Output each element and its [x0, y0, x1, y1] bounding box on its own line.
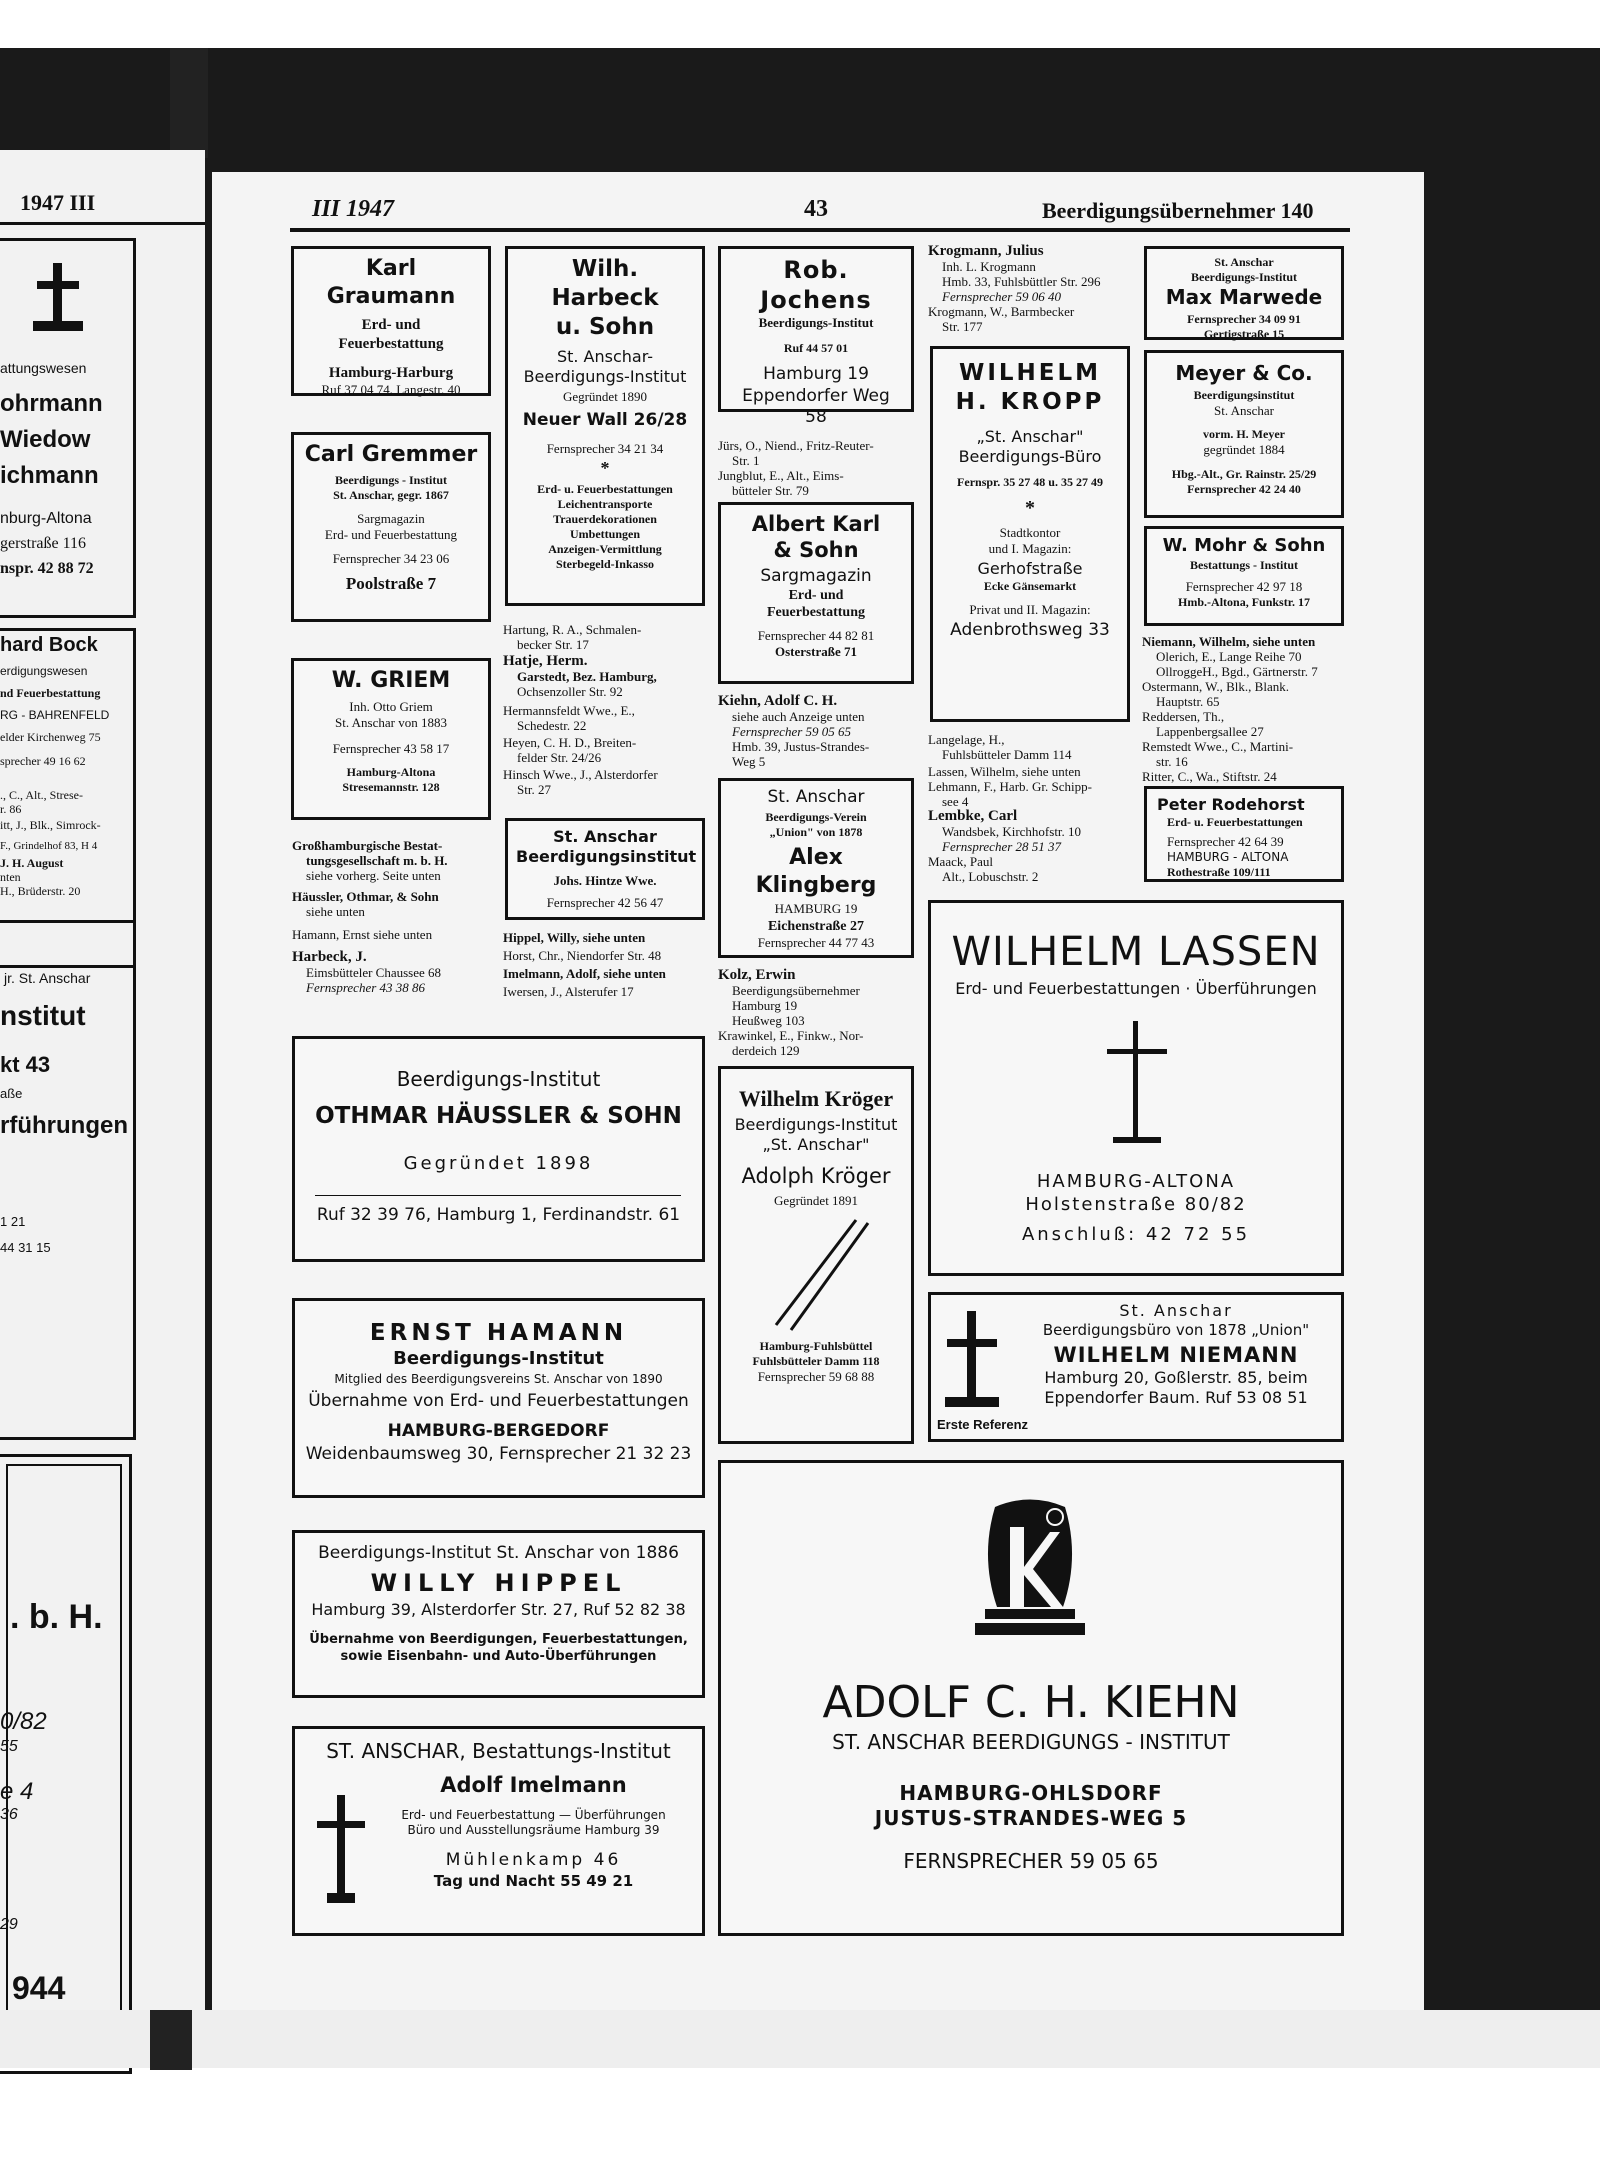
ad-line: Büro und Ausstellungsräume Hamburg 39: [407, 1823, 660, 1838]
ad-line: Gertigstraße 15: [1203, 327, 1285, 341]
ad-title: Alex Klingberg: [755, 845, 877, 898]
ad-line: Eichenstraße 27: [767, 918, 865, 934]
ad-title: St. Anschar: [553, 827, 657, 846]
cross-icon: [313, 1795, 369, 1905]
scan-bottom-margin: [0, 2010, 1600, 2068]
col4-listings-1: [928, 244, 1138, 334]
listing-line: Ostermann, W., Blk., Blank.: [1142, 679, 1289, 694]
listing-line: Jungblut, E., Alt., Eims-: [718, 468, 844, 483]
left-text: itt, J., Blk., Simrock-: [0, 818, 101, 832]
listing-line: Fernsprecher 28 51 37: [942, 839, 1062, 854]
ad-line: Fernsprecher 44 77 43: [757, 935, 875, 950]
left-text: nten: [0, 870, 21, 884]
ad-line: Fernsprecher 42 56 47: [546, 895, 664, 911]
ad-title: WILHELM: [958, 360, 1102, 386]
ad-carl-gremmer: [291, 432, 491, 622]
left-text: 944: [12, 1970, 66, 2006]
ad-line: JUSTUS-STRANDES-WEG 5: [874, 1806, 1188, 1830]
ad-line: HAMBURG-BERGEDORF: [387, 1420, 610, 1441]
ad-line: Sargmagazin: [357, 510, 425, 526]
ad-line: St. Anschar-: [556, 347, 654, 367]
ad-line: Beerdigungs-Institut St. Anschar von 1886: [318, 1543, 679, 1563]
listing-line: Fuhlsbütteler Damm 114: [942, 747, 1072, 762]
listing-line: Hmb. 33, Fuhlsbüttler Str. 296: [942, 274, 1101, 289]
ad-title: ADOLF C. H. KIEHN: [822, 1677, 1240, 1728]
ad-line: Inh. Otto Griem: [349, 698, 433, 714]
listing-line: Olerich, E., Lange Reihe 70: [1156, 649, 1302, 664]
left-text: nspr. 42 88 72: [0, 560, 94, 577]
left-text: 29: [0, 1916, 18, 1933]
left-text: elder Kirchenweg 75: [0, 730, 101, 744]
ad-line: Fernsprecher 34 09 91: [1187, 312, 1301, 326]
left-text: ichmann: [0, 462, 99, 489]
col3-listings-1: [718, 438, 918, 498]
ad-decorative-lines: [756, 1215, 876, 1335]
ad-line: *: [1025, 496, 1035, 519]
ad-line: Feuerbestattung: [338, 335, 444, 352]
ad-title: Karl Graumann: [326, 256, 456, 309]
ad-title: WILLY HIPPEL: [370, 1569, 627, 1598]
ad-line: Fernsprecher 34 21 34: [546, 440, 664, 456]
left-text: erdigungswesen: [0, 664, 88, 678]
ad-line: HAMBURG 19: [774, 901, 858, 917]
listing-line: Maack, Paul: [928, 854, 993, 869]
ad-line: Johs. Hintze Wwe.: [553, 873, 657, 888]
listing-line: Harbeck, J.: [292, 949, 367, 965]
ad-line: Fernspr. 35 27 48 u. 35 27 49: [957, 474, 1103, 489]
ad-line: Hamburg 39, Alsterdorfer Str. 27, Ruf 52 82 38: [311, 1600, 686, 1620]
listing-line: str. 16: [1156, 754, 1188, 769]
ad-line: vorm. H. Meyer: [1203, 427, 1285, 442]
ad-line: Ruf 37 04 74, Langestr. 40: [321, 382, 461, 398]
ad-divider: [315, 1195, 681, 1196]
listing-line: Str. 177: [942, 319, 983, 334]
col5-listings: [1142, 634, 1352, 784]
ad-line: Gerhofstraße: [977, 559, 1083, 578]
ad-line: Fernsprecher 42 64 39: [1167, 834, 1284, 849]
left-text: J. H. August: [0, 856, 64, 870]
ad-karl-graumann: [291, 246, 491, 396]
left-text: hard Bock: [0, 634, 98, 656]
left-box-3: [0, 920, 136, 1440]
left-text: nd Feuerbestattung: [0, 686, 101, 700]
left-text: e 4: [0, 1778, 34, 1805]
ad-adolf-imelmann: [292, 1726, 705, 1936]
listing-line: bütteler Str. 79: [732, 483, 809, 498]
ad-line: Leichentransporte: [557, 496, 653, 511]
listing-line: Str. 27: [517, 782, 551, 797]
ad-line: St. Anschar: [1119, 1301, 1233, 1320]
listing-line: Heyen, C. H. D., Breiten-: [503, 735, 637, 750]
ad-line: Ecke Gänsemarkt: [983, 579, 1077, 593]
cross-icon: [33, 263, 83, 333]
ad-line: Ruf 32 39 76, Hamburg 1, Ferdinandstr. 61: [316, 1205, 681, 1226]
listing-line: Krawinkel, E., Finkw., Nor-: [718, 1028, 864, 1043]
listing-line: Krogmann, W., Barmbecker: [928, 304, 1075, 319]
ad-line: St. Anschar: [767, 787, 865, 807]
ad-title: Adolph Kröger: [741, 1163, 891, 1188]
ad-line: Osterstraße 71: [775, 644, 857, 659]
ad-line: Rothestraße 109/111: [1167, 865, 1271, 880]
listing-line: Lassen, Wilhelm, siehe unten: [928, 764, 1081, 779]
ad-max-marwede: [1144, 246, 1344, 340]
left-text: attungswesen: [0, 360, 87, 376]
ad-line: Poolstraße 7: [345, 574, 437, 594]
ad-line: sowie Eisenbahn- und Auto-Überführungen: [340, 1648, 657, 1664]
ad-line: ST. ANSCHAR, Bestattungs-Institut: [326, 1739, 671, 1763]
listing-line: Hamann, Ernst siehe unten: [292, 927, 433, 942]
left-text: 36: [0, 1806, 18, 1823]
ad-line: Erd- und Feuerbestattung — Überführungen: [401, 1808, 666, 1823]
ad-line: Beerdigungs-Verein: [765, 810, 867, 825]
ad-line: Erste Referenz: [937, 1417, 1029, 1432]
ad-line: Adenbrothsweg 33: [950, 620, 1110, 641]
listing-line: Heußweg 103: [732, 1013, 805, 1028]
listing-line: Remstedt Wwe., C., Martini-: [1142, 739, 1294, 754]
listing-line: Str. 1: [732, 453, 760, 468]
col2-listings-1: [503, 622, 708, 797]
listing-line: siehe unten: [306, 904, 365, 919]
ad-line: Übernahme von Erd- und Feuerbestattungen: [308, 1391, 689, 1412]
listing-line: Iwersen, J., Alsterufer 17: [503, 984, 634, 999]
listing-line: felder Str. 24/26: [517, 750, 602, 765]
ad-wilh-harbeck: [505, 246, 705, 606]
left-rule: [0, 222, 205, 225]
ad-line: Anzeigen-Vermittlung: [548, 541, 662, 556]
left-page-heading: 1947 III: [20, 190, 96, 215]
ad-meyer-co: [1144, 350, 1344, 518]
ad-title: W. GRIEM: [331, 668, 451, 693]
listing-line: Lappenbergsallee 27: [1156, 724, 1264, 739]
listing-line: Imelmann, Adolf, siehe unten: [503, 966, 666, 981]
listing-line: Fernsprecher 43 38 86: [306, 980, 426, 995]
ad-line: Hamburg 19: [763, 364, 869, 385]
ad-line: Neuer Wall 26/28: [522, 409, 688, 430]
ad-title: Beerdigungsinstitut: [516, 847, 697, 866]
left-text: aße: [0, 1086, 23, 1101]
listing-line: Fernsprecher 59 06 40: [942, 289, 1062, 304]
ad-line: „St. Anschar": [976, 426, 1084, 446]
ad-wilhelm-kroeger: [718, 1066, 914, 1444]
listing-line: Kolz, Erwin: [718, 967, 796, 983]
ad-line: Anschluß: 42 72 55: [1021, 1224, 1251, 1245]
left-text: 44 31 15: [0, 1240, 51, 1255]
ad-albert-karl: [718, 502, 914, 684]
ad-title: OTHMAR HÄUSSLER & SOHN: [315, 1103, 682, 1129]
listing-line: Hippel, Willy, siehe unten: [503, 930, 646, 945]
ad-w-griem: [291, 658, 491, 820]
ad-line: Fernsprecher 43 58 17: [332, 741, 450, 756]
left-text: ., C., Alt., Strese-: [0, 788, 83, 802]
listing-line: Häussler, Othmar, & Sohn: [292, 889, 439, 904]
ad-line: Gegründet 1898: [403, 1152, 594, 1174]
listing-line: Horst, Chr., Niendorfer Str. 48: [503, 948, 662, 963]
kiehn-logo-icon: [975, 1497, 1085, 1647]
ad-title: & Sohn: [773, 538, 859, 563]
col1-listings: [292, 838, 492, 995]
ad-line: Hamburg-Harburg: [328, 364, 454, 381]
listing-line: Beerdigungsübernehmer: [732, 983, 860, 998]
ad-line: FERNSPRECHER 59 05 65: [903, 1849, 1159, 1873]
left-page-fragment: [0, 150, 205, 2030]
listing-line: Jürs, O., Niend., Fritz-Reuter-: [718, 438, 874, 453]
ad-title: Albert Karl: [751, 512, 881, 536]
ad-adolf-kiehn: [718, 1460, 1344, 1936]
listing-line: Inh. L. Krogmann: [942, 259, 1036, 274]
ad-rob-jochens: [718, 246, 914, 427]
ad-alex-klingberg: [718, 778, 914, 958]
ad-line: St. Anschar von 1883: [335, 714, 447, 730]
ad-line: Hamburg-Altona: [346, 765, 436, 780]
ad-line: Beerdigungs-Institut: [758, 315, 874, 330]
page-number: 43: [804, 196, 828, 222]
ad-line: St. Anschar: [1214, 403, 1274, 418]
ad-line: Privat und II. Magazin:: [969, 602, 1091, 617]
listing-line: siehe vorherg. Seite unten: [306, 868, 441, 883]
header-left: III 1947: [312, 196, 395, 222]
ad-title: Peter Rodehorst: [1157, 795, 1305, 814]
ad-line: Erd- und Feuerbestattungen · Überführungen: [955, 979, 1317, 998]
ad-wilhelm-kropp: [930, 346, 1130, 722]
col4-listings-2: [928, 732, 1138, 884]
ad-line: Erd- u. Feuerbestattungen: [537, 481, 673, 496]
kiehn-logo-svg: [975, 1497, 1085, 1647]
ad-title: u. Sohn: [555, 313, 655, 340]
header-rule: [290, 228, 1350, 232]
left-text: jr. St. Anschar: [4, 970, 91, 986]
cross-icon: [945, 1311, 999, 1411]
ad-line: Mühlenkamp 46: [445, 1850, 622, 1871]
ad-line: Fernsprecher 59 68 88: [757, 1369, 875, 1384]
left-text: r. 86: [0, 802, 22, 816]
ad-title: Adolf Imelmann: [440, 1773, 627, 1797]
ad-line: Trauerdekorationen: [553, 511, 657, 526]
listing-line: Hatje, Herm.: [503, 653, 588, 669]
listing-line: Ritter, C., Wa., Stiftstr. 24: [1142, 769, 1277, 784]
ad-peter-rodehorst: [1144, 786, 1344, 882]
ad-line: St. Anschar, gegr. 1867: [333, 487, 449, 502]
listing-line: Alt., Lobuschstr. 2: [942, 869, 1039, 884]
listing-line: Hmb. 39, Justus-Strandes-: [732, 739, 870, 754]
listing-line: siehe auch Anzeige unten: [732, 709, 865, 724]
listing-line: Großhamburgische Bestat-: [292, 838, 443, 853]
listing-line: Weg 5: [732, 754, 766, 769]
ad-line: Hbg.-Alt., Gr. Rainstr. 25/29: [1171, 466, 1317, 481]
ad-title: WILHELM LASSEN: [951, 929, 1321, 975]
left-text: kt 43: [0, 1052, 51, 1077]
ad-line: Übernahme von Beerdigungen, Feuerbestattungen,: [309, 1632, 688, 1648]
listing-line: Kiehn, Adolf C. H.: [718, 693, 838, 709]
listing-line: Hartung, R. A., Schmalen-: [503, 622, 642, 637]
ad-line: Fernsprecher 34 23 06: [332, 551, 450, 566]
ad-line: Beerdigungs-Institut: [393, 1347, 604, 1369]
ad-line: Weidenbaumsweg 30, Fernsprecher 21 32 23: [305, 1443, 692, 1464]
ad-line: Eppendorfer Weg 58: [742, 385, 890, 427]
ad-line: Ruf 44 57 01: [783, 341, 849, 356]
ad-line: HAMBURG-ALTONA: [1036, 1171, 1236, 1192]
ad-line: Beerdigungs-Institut: [734, 1114, 898, 1134]
ad-line: Sterbegeld-Inkasso: [555, 556, 654, 571]
ad-title: Rob. Jochens: [760, 256, 872, 314]
ad-line: Fernsprecher 44 82 81: [757, 627, 875, 643]
ad-line: Beerdigungsinstitut: [1193, 388, 1295, 402]
ad-line: Beerdigungs-Büro: [958, 446, 1102, 466]
ad-title: Wilh. Harbeck: [551, 256, 659, 311]
ad-line: Mitglied des Beerdigungsvereins St. Anschar von 1890: [334, 1372, 663, 1387]
ad-line: Bestattungs - Institut: [1189, 557, 1298, 572]
listing-line: Langelage, H.,: [928, 732, 1005, 747]
ad-line: Feuerbestattung: [767, 605, 865, 621]
listing-line: Reddersen, Th.,: [1142, 709, 1225, 724]
left-text: ohrmann: [0, 390, 103, 417]
ad-line: „St. Anschar": [762, 1134, 870, 1154]
ad-line: Fuhlsbütteler Damm 118: [752, 1354, 880, 1368]
ad-line: Eppendorfer Baum. Ruf 53 08 51: [1044, 1388, 1308, 1407]
left-text: . b. H.: [10, 1598, 103, 1636]
ad-line: Tag und Nacht 55 49 21: [433, 1871, 634, 1890]
listing-line: Hamburg 19: [732, 998, 798, 1013]
ad-line: St. Anschar: [1214, 255, 1274, 269]
listing-line: Niemann, Wilhelm, siehe unten: [1142, 634, 1316, 649]
left-text: sprecher 49 16 62: [0, 754, 86, 768]
bottom-binding: [150, 2010, 192, 2070]
ad-line: Erd- u. Feuerbestattungen: [1167, 815, 1303, 829]
listing-line: see 4: [942, 794, 969, 809]
ad-line: HAMBURG - ALTONA: [1167, 850, 1289, 865]
left-text: 55: [0, 1738, 18, 1755]
ad-wilhelm-lassen: [928, 900, 1344, 1276]
left-text: RG - BAHRENFELD: [0, 708, 110, 722]
ad-line: Stadtkontor: [999, 524, 1061, 540]
ad-title: Wilhelm Kröger: [738, 1086, 894, 1111]
col2-listings-2: [503, 930, 708, 999]
ad-line: Gegründet 1891: [773, 1192, 859, 1208]
listing-line: becker Str. 17: [517, 637, 589, 652]
left-text: nburg-Altona: [0, 510, 92, 527]
listing-line: Hauptstr. 65: [1156, 694, 1220, 709]
listing-line: Ochsenzoller Str. 92: [517, 684, 623, 699]
listing-line: Wandsbek, Kirchhofstr. 10: [942, 824, 1082, 839]
ad-title: ERNST HAMANN: [369, 1320, 628, 1346]
listing-line: derdeich 129: [732, 1043, 800, 1058]
left-text: gerstraße 116: [0, 535, 87, 552]
ad-line: Erd- und: [788, 587, 844, 603]
listing-line: Fernsprecher 59 05 65: [732, 724, 852, 739]
left-text: 0/82: [0, 1708, 47, 1735]
listing-line: Krogmann, Julius: [928, 243, 1044, 259]
ad-line: und I. Magazin:: [988, 540, 1072, 556]
ad-line: Beerdigungsbüro von 1878 „Union": [1042, 1321, 1310, 1339]
ad-title: Max Marwede: [1165, 285, 1323, 309]
ad-w-mohr: [1144, 526, 1344, 626]
ad-line: Hamburg-Fuhlsbüttel: [759, 1339, 873, 1353]
left-text: 1 21: [0, 1214, 26, 1229]
listing-line: Schedestr. 22: [517, 718, 587, 733]
ad-title: H. KROPP: [955, 388, 1105, 415]
header-right: Beerdigungsübernehmer 140: [1042, 198, 1314, 223]
col3-listings-2: [718, 694, 918, 769]
ad-title: W. Mohr & Sohn: [1162, 535, 1326, 556]
ad-line: Beerdigungs - Institut: [334, 472, 447, 487]
ad-line: HAMBURG-OHLSDORF: [899, 1781, 1163, 1805]
ad-line: Hamburg 20, Goßlerstr. 85, beim: [1044, 1368, 1308, 1387]
listing-line: Garstedt, Bez. Hamburg,: [517, 669, 657, 684]
listing-line: tungsgesellschaft m. b. H.: [306, 853, 448, 868]
ad-line: Sargmagazin: [760, 565, 872, 586]
ad-title: Meyer & Co.: [1175, 361, 1313, 385]
ad-line: Fernsprecher 42 24 40: [1187, 481, 1301, 496]
ad-line: Umbettungen: [569, 526, 640, 541]
cross-icon: [1105, 1021, 1169, 1149]
listing-line: Hermannsfeldt Wwe., E.,: [503, 703, 635, 718]
ad-line: Beerdigungs-Institut: [523, 367, 687, 387]
binding-strip: [170, 48, 208, 158]
ad-line: ST. ANSCHAR BEERDIGUNGS - INSTITUT: [832, 1730, 1230, 1754]
ad-line: Erd- und Feuerbestattung: [324, 526, 458, 542]
listing-line: Hinsch Wwe., J., Alsterdorfer: [503, 767, 658, 782]
ad-ernst-hamann: [292, 1298, 705, 1498]
ad-johs-hintze: [505, 818, 705, 920]
ad-line: Gegründet 1890: [562, 389, 648, 405]
left-text: H., Brüderstr. 20: [0, 884, 81, 898]
ad-line: Beerdigungs-Institut: [396, 1067, 601, 1091]
ad-wilhelm-niemann: [928, 1292, 1344, 1442]
col3-listings-3: [718, 968, 918, 1058]
ad-line: *: [600, 458, 610, 478]
ad-line: Hmb.-Altona, Funkstr. 17: [1178, 594, 1310, 609]
left-text: F., Grindelhof 83, H 4: [0, 840, 98, 852]
listing-line: Eimsbütteler Chaussee 68: [306, 965, 442, 980]
ad-title: WILHELM NIEMANN: [1053, 1342, 1299, 1367]
ad-line: „Union" von 1878: [769, 825, 863, 840]
left-text: rführungen: [0, 1112, 128, 1139]
ad-line: Stresemannstr. 128: [342, 780, 440, 795]
ad-line: Erd- und: [361, 317, 421, 333]
ad-title: Carl Gremmer: [304, 442, 478, 467]
listing-line: Lembke, Carl: [928, 808, 1018, 824]
ad-line: Holstenstraße 80/82: [1025, 1193, 1247, 1215]
ad-willy-hippel: [292, 1530, 705, 1698]
left-text: nstitut: [0, 1000, 86, 1031]
listing-line: OllroggeH., Bgd., Gärtnerstr. 7: [1156, 664, 1318, 679]
ad-line: Fernsprecher 42 97 18: [1185, 578, 1303, 594]
ad-othmar-haeussler: [292, 1036, 705, 1262]
ad-line: gegründet 1884: [1203, 442, 1285, 458]
left-text: Wiedow: [0, 426, 91, 453]
listing-line: Lehmann, F., Harb. Gr. Schipp-: [928, 779, 1092, 794]
ad-line: Beerdigungs-Institut: [1190, 270, 1297, 284]
